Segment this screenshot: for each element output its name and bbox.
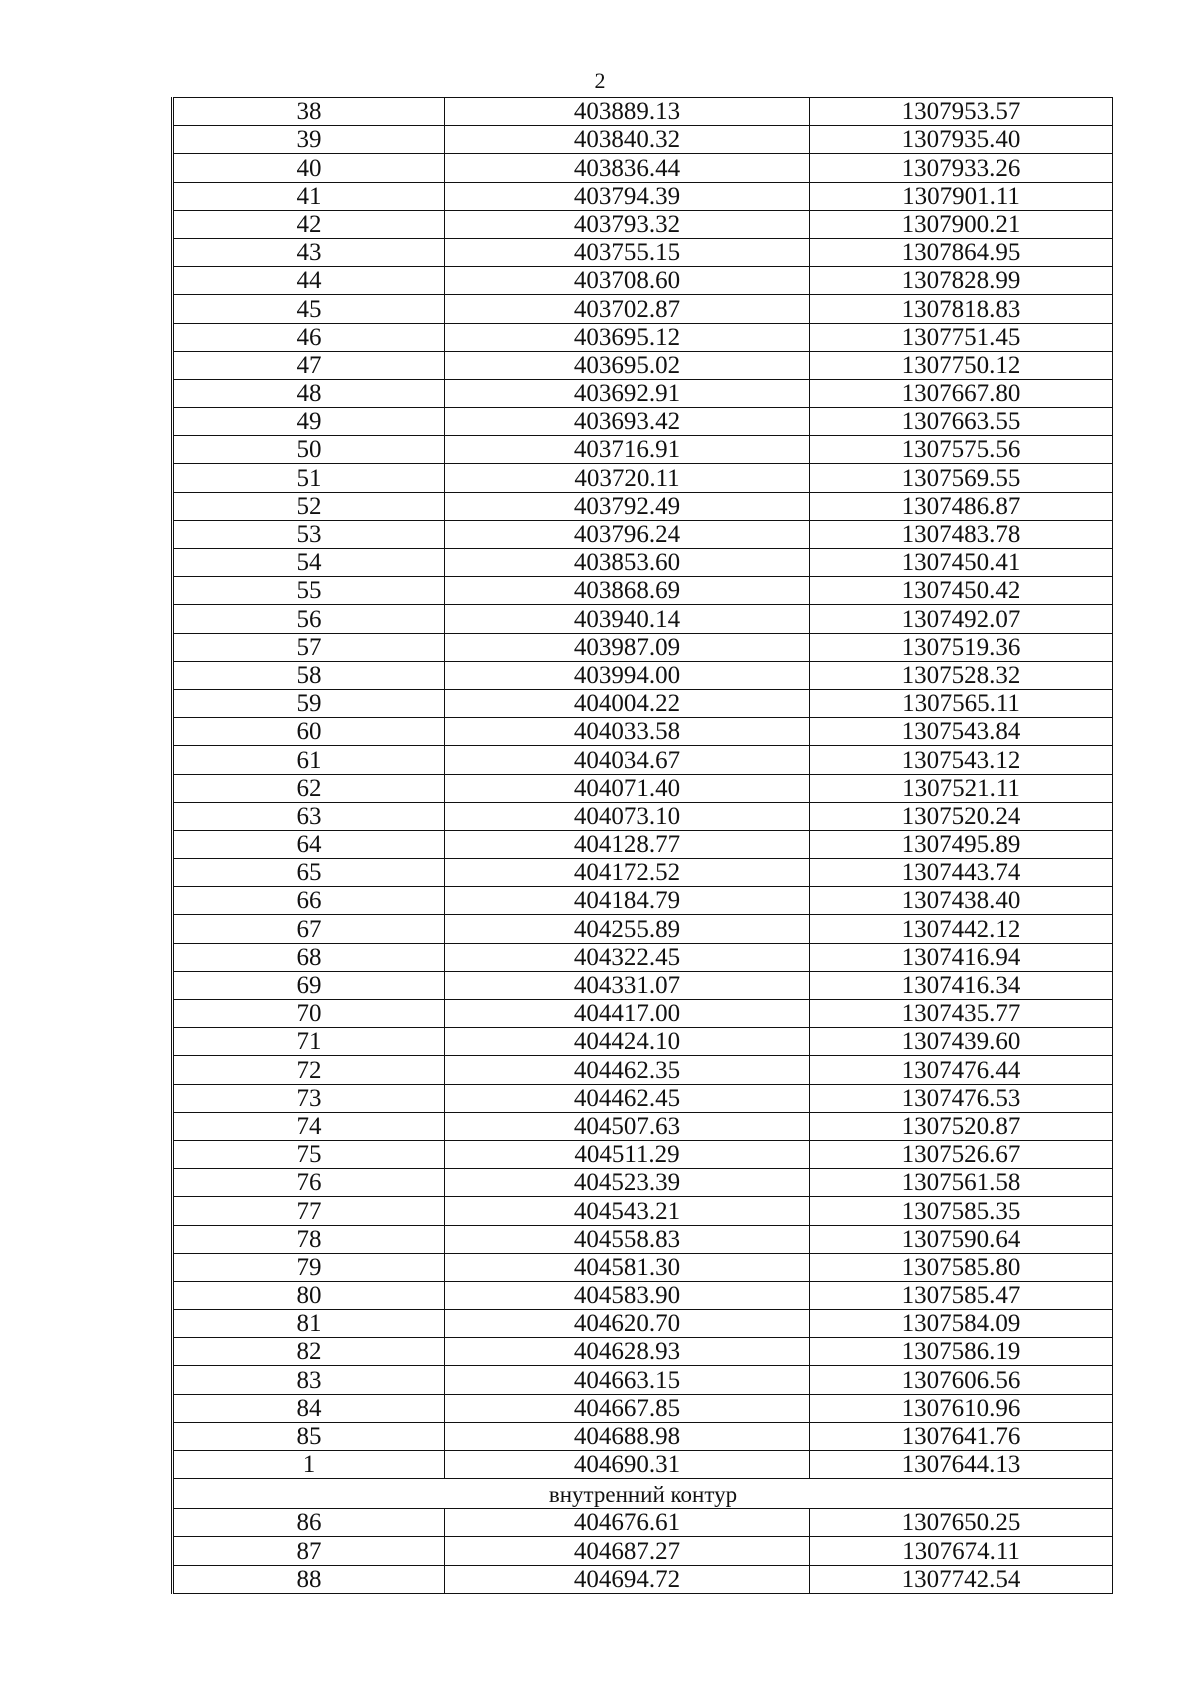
table-row	[173, 887, 1113, 915]
point-number-cell: 58	[173, 661, 445, 689]
y-coordinate-cell: 1307521.11	[810, 774, 1113, 802]
x-coordinate-cell: 404184.79	[445, 887, 810, 915]
y-coordinate-cell: 1307528.32	[810, 661, 1113, 689]
point-number-cell: 47	[173, 351, 445, 379]
table-row	[173, 1056, 1113, 1084]
x-coordinate-cell: 404523.39	[445, 1169, 810, 1197]
point-number-cell: 77	[173, 1197, 445, 1225]
point-number-cell: 72	[173, 1056, 445, 1084]
table-row	[173, 1366, 1113, 1394]
y-coordinate-cell: 1307569.55	[810, 464, 1113, 492]
y-coordinate-cell: 1307828.99	[810, 267, 1113, 295]
y-coordinate-cell: 1307416.34	[810, 971, 1113, 999]
table-row	[173, 1281, 1113, 1309]
y-coordinate-cell: 1307606.56	[810, 1366, 1113, 1394]
x-coordinate-cell: 404687.27	[445, 1537, 810, 1565]
y-coordinate-cell: 1307667.80	[810, 379, 1113, 407]
table-row	[173, 1394, 1113, 1422]
section-header-group	[173, 1479, 1113, 1509]
x-coordinate-cell: 403987.09	[445, 633, 810, 661]
point-number-cell: 86	[173, 1509, 445, 1537]
coordinates-table	[171, 97, 1113, 1594]
table-row	[173, 746, 1113, 774]
table-row	[173, 830, 1113, 858]
y-coordinate-cell: 1307575.56	[810, 436, 1113, 464]
table-row	[173, 238, 1113, 266]
point-number-cell: 82	[173, 1338, 445, 1366]
point-number-cell: 57	[173, 633, 445, 661]
y-coordinate-cell: 1307439.60	[810, 1028, 1113, 1056]
y-coordinate-cell: 1307565.11	[810, 689, 1113, 717]
point-number-cell: 48	[173, 379, 445, 407]
x-coordinate-cell: 404172.52	[445, 859, 810, 887]
y-coordinate-cell: 1307953.57	[810, 98, 1113, 126]
table-row	[173, 915, 1113, 943]
point-number-cell: 83	[173, 1366, 445, 1394]
point-number-cell: 50	[173, 436, 445, 464]
table-row	[173, 1537, 1113, 1565]
point-number-cell: 69	[173, 971, 445, 999]
point-number-cell: 81	[173, 1310, 445, 1338]
y-coordinate-cell: 1307543.84	[810, 718, 1113, 746]
table-row	[173, 1084, 1113, 1112]
y-coordinate-cell: 1307750.12	[810, 351, 1113, 379]
table-row	[173, 1451, 1113, 1479]
section-header-row	[173, 1479, 1113, 1509]
y-coordinate-cell: 1307435.77	[810, 1000, 1113, 1028]
table-row	[173, 1000, 1113, 1028]
y-coordinate-cell: 1307610.96	[810, 1394, 1113, 1422]
x-coordinate-cell: 404620.70	[445, 1310, 810, 1338]
point-number-cell: 84	[173, 1394, 445, 1422]
y-coordinate-cell: 1307442.12	[810, 915, 1113, 943]
y-coordinate-cell: 1307519.36	[810, 633, 1113, 661]
x-coordinate-cell: 403840.32	[445, 126, 810, 154]
x-coordinate-cell: 403792.49	[445, 492, 810, 520]
point-number-cell: 49	[173, 408, 445, 436]
x-coordinate-cell: 404004.22	[445, 689, 810, 717]
y-coordinate-cell: 1307650.25	[810, 1509, 1113, 1537]
x-coordinate-cell: 403940.14	[445, 605, 810, 633]
page-number: 2	[594, 68, 606, 93]
table-row	[173, 802, 1113, 830]
y-coordinate-cell: 1307543.12	[810, 746, 1113, 774]
point-number-cell: 60	[173, 718, 445, 746]
y-coordinate-cell: 1307742.54	[810, 1565, 1113, 1593]
x-coordinate-cell: 403889.13	[445, 98, 810, 126]
y-coordinate-cell: 1307476.44	[810, 1056, 1113, 1084]
y-coordinate-cell: 1307585.35	[810, 1197, 1113, 1225]
table-row	[173, 1197, 1113, 1225]
table-row	[173, 549, 1113, 577]
x-coordinate-cell: 404667.85	[445, 1394, 810, 1422]
point-number-cell: 43	[173, 238, 445, 266]
point-number-cell: 52	[173, 492, 445, 520]
table-row	[173, 1028, 1113, 1056]
y-coordinate-cell: 1307674.11	[810, 1537, 1113, 1565]
point-number-cell: 88	[173, 1565, 445, 1593]
point-number-cell: 75	[173, 1140, 445, 1168]
table-row	[173, 718, 1113, 746]
x-coordinate-cell: 403868.69	[445, 577, 810, 605]
x-coordinate-cell: 404462.45	[445, 1084, 810, 1112]
x-coordinate-cell: 403692.91	[445, 379, 810, 407]
x-coordinate-cell: 404073.10	[445, 802, 810, 830]
point-number-cell: 44	[173, 267, 445, 295]
y-coordinate-cell: 1307483.78	[810, 520, 1113, 548]
table-row	[173, 1140, 1113, 1168]
x-coordinate-cell: 404690.31	[445, 1451, 810, 1479]
y-coordinate-cell: 1307864.95	[810, 238, 1113, 266]
y-coordinate-cell: 1307644.13	[810, 1451, 1113, 1479]
x-coordinate-cell: 404322.45	[445, 943, 810, 971]
x-coordinate-cell: 404034.67	[445, 746, 810, 774]
y-coordinate-cell: 1307520.87	[810, 1112, 1113, 1140]
point-number-cell: 39	[173, 126, 445, 154]
y-coordinate-cell: 1307663.55	[810, 408, 1113, 436]
point-number-cell: 79	[173, 1253, 445, 1281]
table-row	[173, 1169, 1113, 1197]
y-coordinate-cell: 1307450.42	[810, 577, 1113, 605]
x-coordinate-cell: 404511.29	[445, 1140, 810, 1168]
x-coordinate-cell: 404424.10	[445, 1028, 810, 1056]
x-coordinate-cell: 404628.93	[445, 1338, 810, 1366]
y-coordinate-cell: 1307495.89	[810, 830, 1113, 858]
y-coordinate-cell: 1307443.74	[810, 859, 1113, 887]
table-row	[173, 126, 1113, 154]
x-coordinate-cell: 404255.89	[445, 915, 810, 943]
x-coordinate-cell: 403794.39	[445, 182, 810, 210]
table-row	[173, 1310, 1113, 1338]
y-coordinate-cell: 1307584.09	[810, 1310, 1113, 1338]
point-number-cell: 65	[173, 859, 445, 887]
x-coordinate-cell: 403708.60	[445, 267, 810, 295]
x-coordinate-cell: 404417.00	[445, 1000, 810, 1028]
x-coordinate-cell: 403716.91	[445, 436, 810, 464]
table-row	[173, 577, 1113, 605]
y-coordinate-cell: 1307641.76	[810, 1422, 1113, 1450]
table-row	[173, 774, 1113, 802]
point-number-cell: 66	[173, 887, 445, 915]
point-number-cell: 38	[173, 98, 445, 126]
y-coordinate-cell: 1307901.11	[810, 182, 1113, 210]
x-coordinate-cell: 404581.30	[445, 1253, 810, 1281]
x-coordinate-cell: 403994.00	[445, 661, 810, 689]
point-number-cell: 62	[173, 774, 445, 802]
point-number-cell: 78	[173, 1225, 445, 1253]
x-coordinate-cell: 404462.35	[445, 1056, 810, 1084]
table-row	[173, 351, 1113, 379]
x-coordinate-cell: 404663.15	[445, 1366, 810, 1394]
table-row	[173, 98, 1113, 126]
point-number-cell: 42	[173, 210, 445, 238]
point-number-cell: 70	[173, 1000, 445, 1028]
y-coordinate-cell: 1307933.26	[810, 154, 1113, 182]
y-coordinate-cell: 1307585.80	[810, 1253, 1113, 1281]
y-coordinate-cell: 1307935.40	[810, 126, 1113, 154]
table-row	[173, 689, 1113, 717]
table-row	[173, 1338, 1113, 1366]
y-coordinate-cell: 1307751.45	[810, 323, 1113, 351]
table-row	[173, 492, 1113, 520]
table-row	[173, 633, 1113, 661]
x-coordinate-cell: 404331.07	[445, 971, 810, 999]
x-coordinate-cell: 404071.40	[445, 774, 810, 802]
table-row	[173, 605, 1113, 633]
point-number-cell: 85	[173, 1422, 445, 1450]
table-row	[173, 210, 1113, 238]
y-coordinate-cell: 1307586.19	[810, 1338, 1113, 1366]
point-number-cell: 46	[173, 323, 445, 351]
section-label: внутренний контур	[173, 1479, 1113, 1509]
point-number-cell: 74	[173, 1112, 445, 1140]
table-row	[173, 943, 1113, 971]
table-row	[173, 1225, 1113, 1253]
point-number-cell: 87	[173, 1537, 445, 1565]
table-row	[173, 267, 1113, 295]
y-coordinate-cell: 1307590.64	[810, 1225, 1113, 1253]
table-row	[173, 1112, 1113, 1140]
y-coordinate-cell: 1307450.41	[810, 549, 1113, 577]
x-coordinate-cell: 404583.90	[445, 1281, 810, 1309]
table-row	[173, 971, 1113, 999]
table-row	[173, 1253, 1113, 1281]
point-number-cell: 45	[173, 295, 445, 323]
x-coordinate-cell: 404033.58	[445, 718, 810, 746]
x-coordinate-cell: 403796.24	[445, 520, 810, 548]
x-coordinate-cell: 404558.83	[445, 1225, 810, 1253]
y-coordinate-cell: 1307520.24	[810, 802, 1113, 830]
y-coordinate-cell: 1307416.94	[810, 943, 1113, 971]
inner-contour-rows	[173, 1509, 1113, 1594]
table-row	[173, 859, 1113, 887]
table-row	[173, 436, 1113, 464]
x-coordinate-cell: 403693.42	[445, 408, 810, 436]
point-number-cell: 40	[173, 154, 445, 182]
y-coordinate-cell: 1307585.47	[810, 1281, 1113, 1309]
x-coordinate-cell: 403695.02	[445, 351, 810, 379]
point-number-cell: 73	[173, 1084, 445, 1112]
x-coordinate-cell: 403702.87	[445, 295, 810, 323]
table-row	[173, 1509, 1113, 1537]
point-number-cell: 71	[173, 1028, 445, 1056]
y-coordinate-cell: 1307492.07	[810, 605, 1113, 633]
table-row	[173, 408, 1113, 436]
x-coordinate-cell: 403793.32	[445, 210, 810, 238]
point-number-cell: 67	[173, 915, 445, 943]
point-number-cell: 55	[173, 577, 445, 605]
y-coordinate-cell: 1307818.83	[810, 295, 1113, 323]
point-number-cell: 63	[173, 802, 445, 830]
y-coordinate-cell: 1307476.53	[810, 1084, 1113, 1112]
point-number-cell: 59	[173, 689, 445, 717]
outer-contour-rows	[173, 98, 1113, 1479]
point-number-cell: 41	[173, 182, 445, 210]
point-number-cell: 61	[173, 746, 445, 774]
x-coordinate-cell: 404688.98	[445, 1422, 810, 1450]
y-coordinate-cell: 1307526.67	[810, 1140, 1113, 1168]
table-row	[173, 1422, 1113, 1450]
point-number-cell: 1	[173, 1451, 445, 1479]
y-coordinate-cell: 1307900.21	[810, 210, 1113, 238]
table-row	[173, 323, 1113, 351]
x-coordinate-cell: 404694.72	[445, 1565, 810, 1593]
point-number-cell: 64	[173, 830, 445, 858]
x-coordinate-cell: 403836.44	[445, 154, 810, 182]
x-coordinate-cell: 404507.63	[445, 1112, 810, 1140]
y-coordinate-cell: 1307486.87	[810, 492, 1113, 520]
point-number-cell: 68	[173, 943, 445, 971]
point-number-cell: 80	[173, 1281, 445, 1309]
point-number-cell: 76	[173, 1169, 445, 1197]
y-coordinate-cell: 1307438.40	[810, 887, 1113, 915]
x-coordinate-cell: 403695.12	[445, 323, 810, 351]
table-row	[173, 464, 1113, 492]
x-coordinate-cell: 403755.15	[445, 238, 810, 266]
table-row	[173, 182, 1113, 210]
table-row	[173, 295, 1113, 323]
y-coordinate-cell: 1307561.58	[810, 1169, 1113, 1197]
x-coordinate-cell: 403853.60	[445, 549, 810, 577]
table-row	[173, 154, 1113, 182]
point-number-cell: 51	[173, 464, 445, 492]
x-coordinate-cell: 404676.61	[445, 1509, 810, 1537]
x-coordinate-cell: 403720.11	[445, 464, 810, 492]
table-row	[173, 379, 1113, 407]
x-coordinate-cell: 404543.21	[445, 1197, 810, 1225]
table-row	[173, 1565, 1113, 1593]
point-number-cell: 54	[173, 549, 445, 577]
table-row	[173, 661, 1113, 689]
table-row	[173, 520, 1113, 548]
point-number-cell: 56	[173, 605, 445, 633]
x-coordinate-cell: 404128.77	[445, 830, 810, 858]
point-number-cell: 53	[173, 520, 445, 548]
